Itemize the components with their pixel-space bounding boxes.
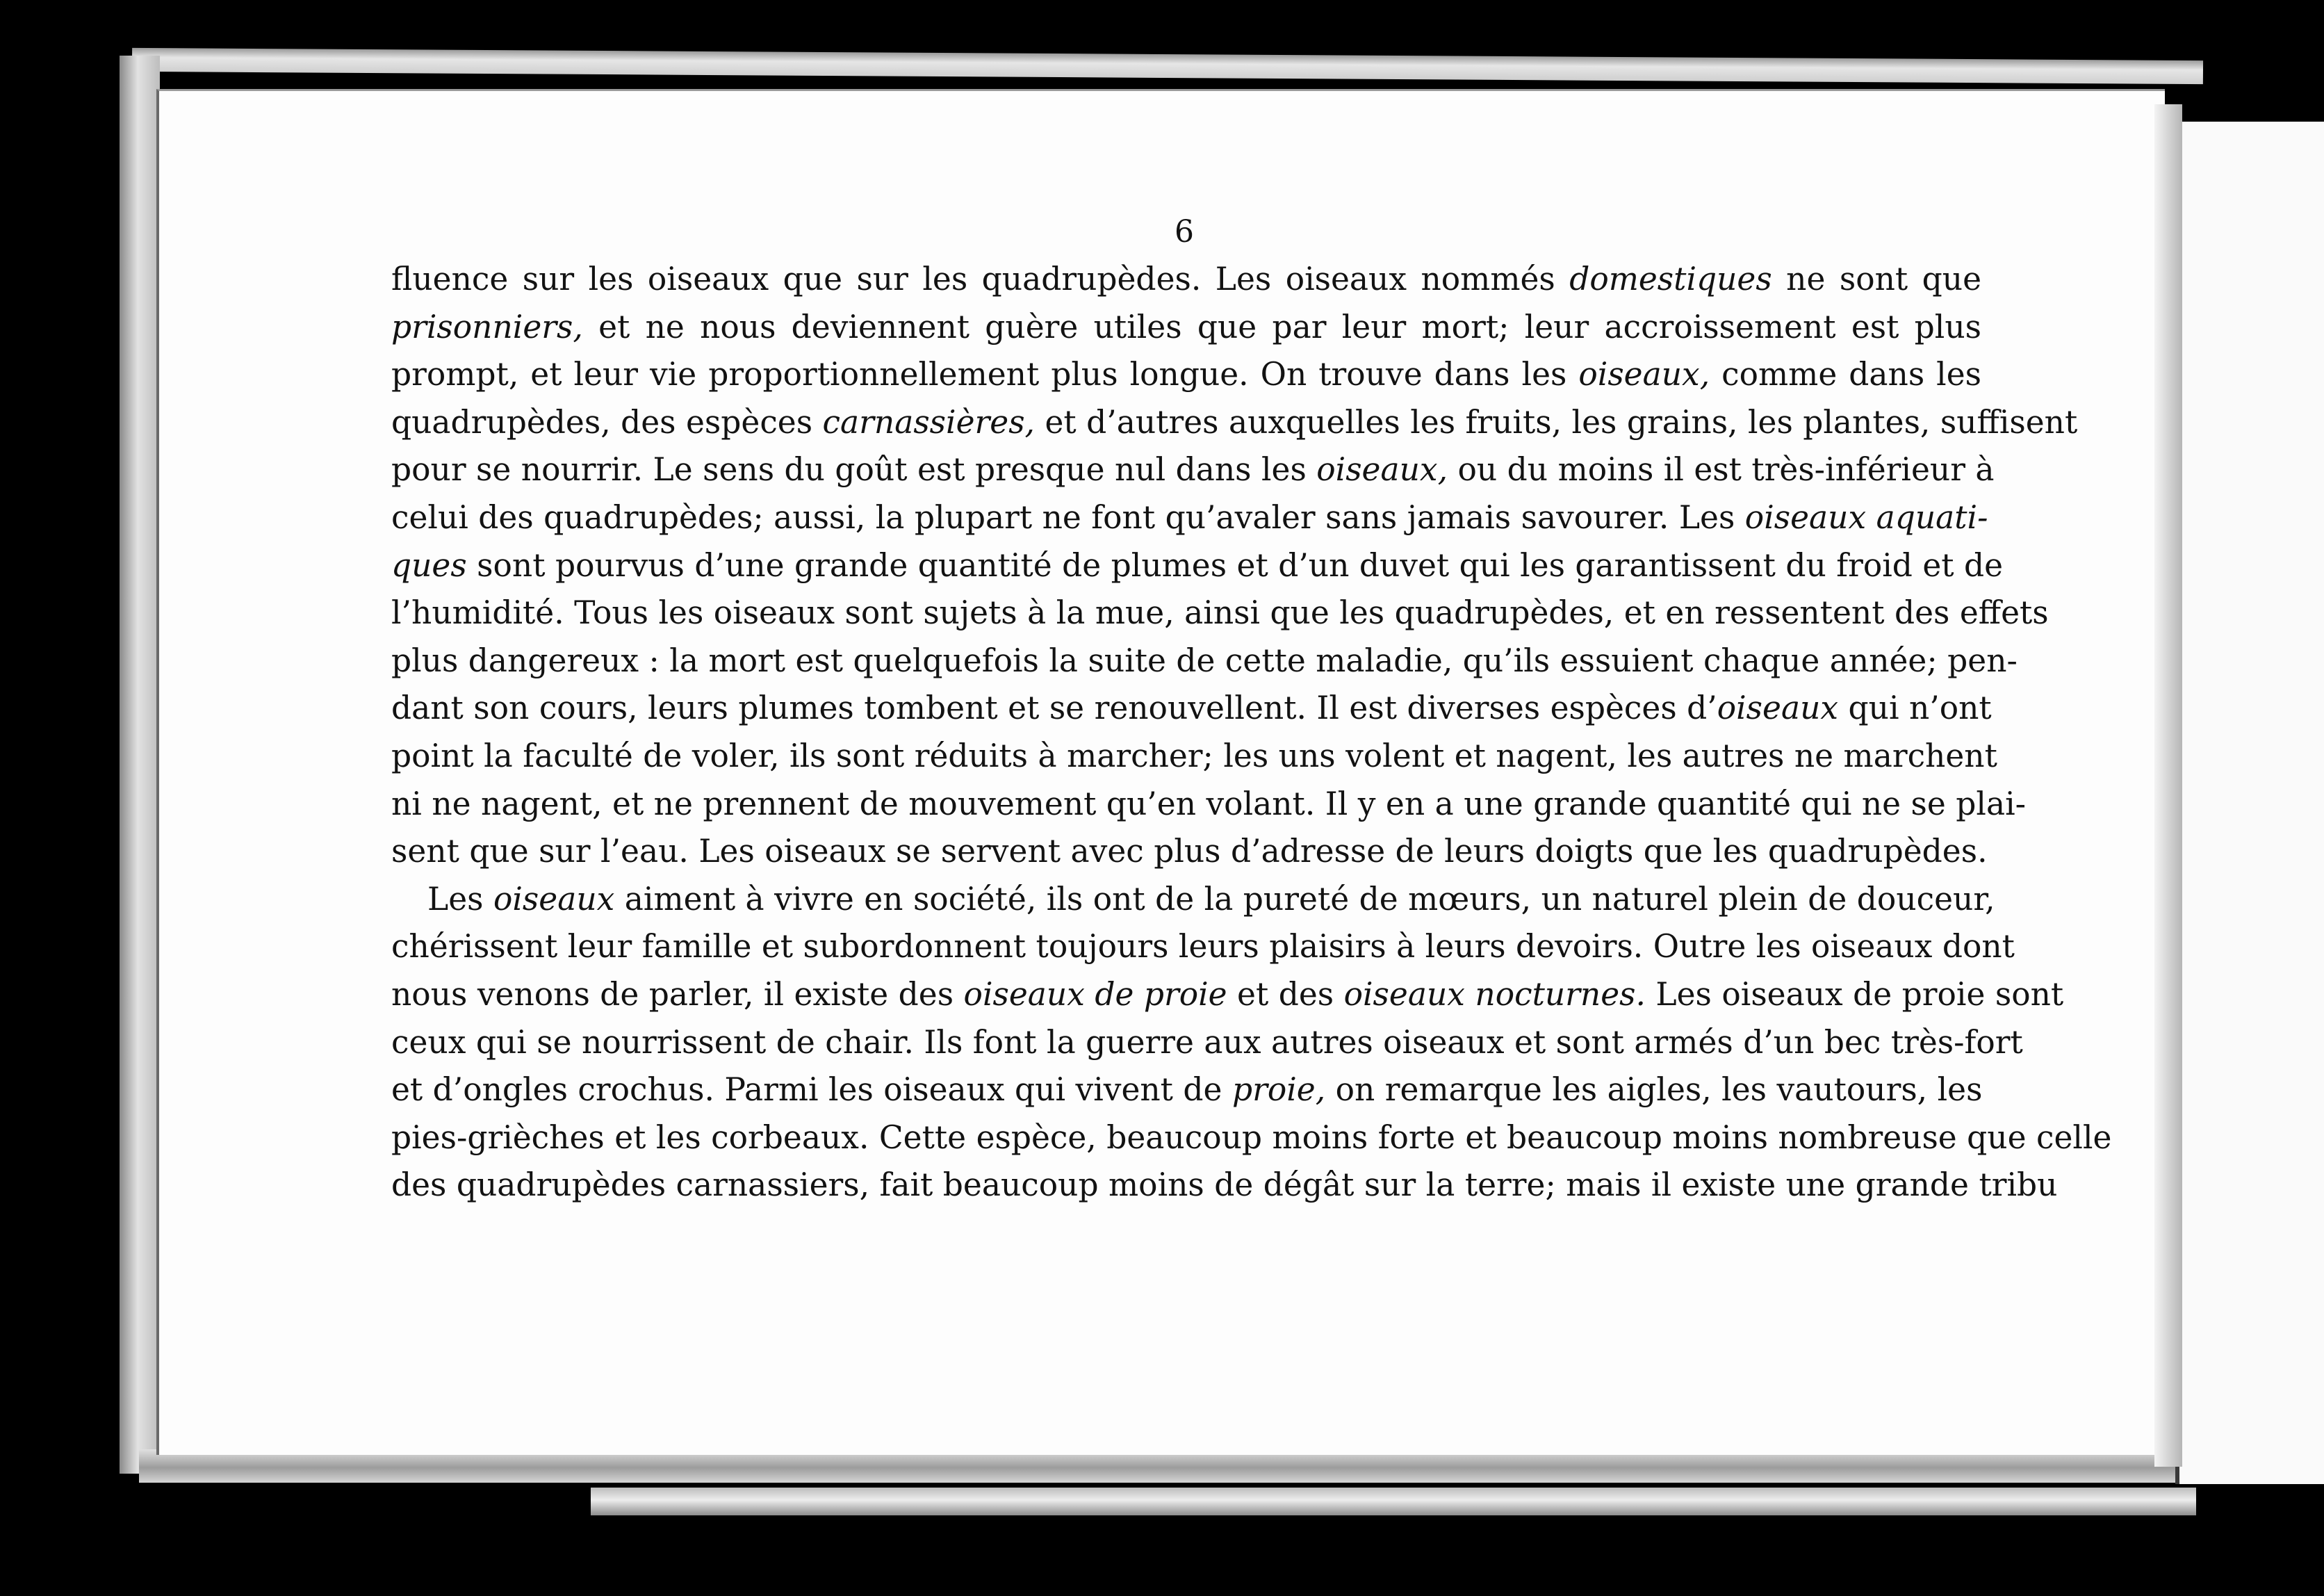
text-run: ceux qui se nourrissent de chair. Ils font la guerre aux autres oiseaux et sont armés d’un bec très-fort [391, 1023, 2023, 1061]
text-line [391, 923, 2015, 971]
text-run: pies-grièches et les corbeaux. Cette espèce, beaucoup moins forte et beaucoup moins nombreuse que celle [391, 1118, 2112, 1156]
text-run: comme dans les [1710, 356, 1981, 393]
text-run: et des [1227, 975, 1344, 1013]
text-line [391, 685, 1992, 733]
italic-text: oiseaux [493, 880, 615, 918]
text-run: ne sont que [1771, 261, 1982, 298]
text-run: l’humidité. Tous les oiseaux sont sujets à la mue, ainsi que les quadrupèdes, et en ressentent des effets [391, 594, 2049, 632]
italic-text: oiseaux [1717, 690, 1839, 727]
text-line [391, 971, 2064, 1019]
text-run: chérissent leur famille et subordonnent toujours leurs plaisirs à leurs devoirs. Outre les oiseaux dont [391, 928, 2015, 966]
italic-text: carnassières, [822, 403, 1036, 441]
book-lower-edge [591, 1488, 2196, 1515]
adjacent-page [2175, 122, 2324, 1484]
page-number: 6 [1175, 214, 1194, 250]
text-line [391, 399, 2078, 447]
text-run: ou du moins il est très-inférieur à [1448, 451, 1995, 489]
text-line [391, 1114, 2112, 1162]
text-run: prompt, et leur vie proportionnellement plus longue. On trouve dans les [391, 356, 1579, 393]
text-line [391, 542, 2004, 590]
text-run: celui des quadrupèdes; aussi, la plupart ne font qu’avaler sans jamais savourer. Les [391, 498, 1745, 536]
text-run: et ne nous deviennent guère utiles que par leur mort; leur accroissement est plus [582, 308, 1981, 345]
text-line [391, 781, 2027, 829]
text-line [391, 637, 2018, 685]
italic-text: oiseaux aquati- [1744, 498, 1988, 536]
text-line [391, 1019, 2023, 1067]
text-run: qui n’ont [1838, 690, 1992, 727]
text-run: pour se nourrir. Le sens du goût est presque nul dans les [391, 451, 1317, 489]
text-line [391, 733, 1997, 781]
text-line [391, 828, 1988, 876]
text-line [391, 1162, 2058, 1210]
text-run: aiment à vivre en société, ils ont de la pureté de mœurs, un naturel plein de douceur, [614, 880, 1995, 918]
text-line [391, 351, 1981, 399]
text-run: et d’autres auxquelles les fruits, les grains, les plantes, suffisent [1035, 403, 2078, 441]
italic-text: prisonniers, [391, 308, 583, 345]
text-run: plus dangereux : la mort est quelquefois la suite de cette maladie, qu’ils essuient chaque année; pen- [391, 642, 2018, 679]
text-run: des quadrupèdes carnassiers, fait beaucoup moins de dégât sur la terre; mais il existe une grande tribu [391, 1166, 2058, 1204]
italic-text: domestiques [1569, 261, 1772, 298]
text-run: fluence sur les oiseaux que sur les quadrupèdes. Les oiseaux nommés [391, 261, 1570, 298]
italic-text: ques [391, 546, 467, 584]
text-line [391, 1066, 1981, 1114]
text-run: point la faculté de voler, ils sont réduits à marcher; les uns volent et nagent, les autres ne marchent [391, 737, 1997, 774]
italic-text: oiseaux de proie [963, 975, 1227, 1013]
text-line [391, 304, 1981, 352]
book-left-edge [120, 56, 160, 1474]
text-line [391, 876, 1995, 924]
text-line [391, 494, 1988, 542]
text-run: quadrupèdes, des espèces [391, 403, 823, 441]
text-run: sont pourvus d’une grande quantité de plumes et d’un duvet qui les garantissent du froid et de [466, 546, 2004, 584]
text-run: nous venons de parler, il existe des [391, 975, 964, 1013]
text-line [391, 589, 2049, 637]
italic-text: oiseaux nocturnes. [1343, 975, 1646, 1013]
italic-text: proie, [1231, 1071, 1326, 1109]
text-line [391, 256, 1981, 304]
book-top-edge [132, 48, 2203, 84]
italic-text: oiseaux, [1316, 451, 1448, 489]
text-run: sent que sur l’eau. Les oiseaux se servent avec plus d’adresse de leurs doigts que les quadrupèdes. [391, 833, 1988, 870]
body-text [391, 256, 2112, 1210]
text-run: dant son cours, leurs plumes tombent et se renouvellent. Il est diverses espèces d’ [391, 690, 1717, 727]
text-line [391, 446, 1995, 494]
text-run: Les [427, 880, 493, 918]
text-run: ni ne nagent, et ne prennent de mouvement qu’en volant. Il y en a une grande quantité qui ne se plai- [391, 785, 2027, 822]
text-run: et d’ongles crochus. Parmi les oiseaux qui vivent de [391, 1071, 1232, 1109]
text-run: on remarque les aigles, les vautours, les [1325, 1071, 1983, 1109]
italic-text: oiseaux, [1578, 356, 1710, 393]
text-run: Les oiseaux de proie sont [1645, 975, 2064, 1013]
page-gutter [2154, 104, 2182, 1467]
